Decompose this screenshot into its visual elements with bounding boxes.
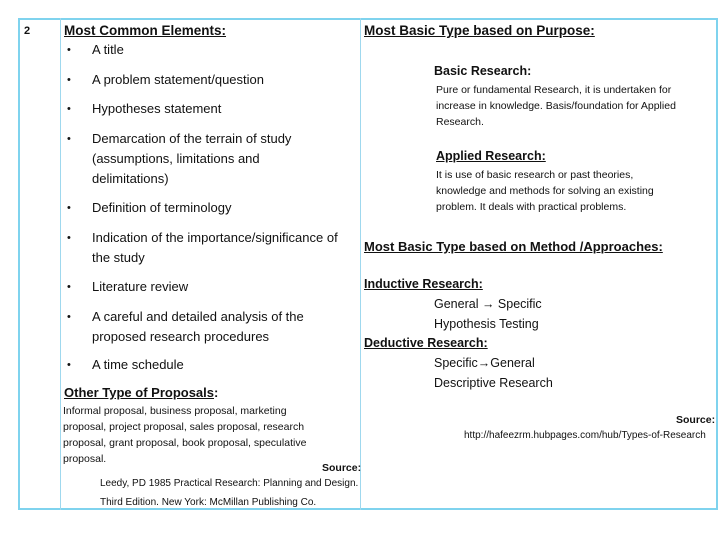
bullet-item-hypotheses: Hypotheses statement — [92, 101, 222, 116]
other-proposals-colon: : — [214, 385, 219, 400]
row-number: 2 — [24, 25, 31, 37]
left-source-line-2: Third Edition. New York: McMillan Publishing Co. — [100, 497, 317, 508]
bullet-item-analysis-2: proposed research procedures — [92, 329, 270, 344]
bullet-item-problem: A problem statement/question — [92, 72, 264, 87]
bullet-item-demarcation-1: Demarcation of the terrain of study — [92, 131, 292, 146]
other-proposals-line-3: proposal, grant proposal, book proposal, speculative — [63, 437, 307, 449]
inductive-line-1: General → Specific — [434, 297, 542, 311]
bullet-icon: • — [67, 232, 71, 244]
method-header: Most Basic Type based on Method /Approaches: — [364, 239, 663, 254]
purpose-header: Most Basic Type based on Purpose: — [364, 23, 595, 38]
inductive-research-title: Inductive Research: — [364, 277, 483, 291]
bullet-item-terminology: Definition of terminology — [92, 200, 232, 215]
other-proposals-header — [64, 385, 218, 400]
other-proposals-line-1: Informal proposal, business proposal, marketing — [63, 405, 287, 417]
applied-research-line-1: It is use of basic research or past theories, — [436, 169, 634, 181]
deductive-research-title: Deductive Research: — [364, 336, 488, 350]
bullet-item-literature: Literature review — [92, 279, 189, 294]
applied-research-line-2: knowledge and methods for solving an existing — [436, 185, 654, 197]
other-proposals-title: Other Type of Proposals — [64, 385, 215, 400]
left-source-label: Source: — [322, 462, 362, 474]
bullet-item-schedule: A time schedule — [92, 357, 184, 372]
basic-research-title: Basic Research: — [434, 64, 532, 78]
column-divider-number — [60, 18, 61, 510]
bullet-icon: • — [67, 74, 71, 86]
bullet-item-demarcation-2: (assumptions, limitations and — [92, 151, 260, 166]
bullet-item-analysis-1: A careful and detailed analysis of the — [92, 309, 304, 324]
bullet-item-title: A title — [92, 42, 124, 57]
inductive-line-2: Hypothesis Testing — [434, 317, 539, 331]
basic-research-line-3: Research. — [436, 116, 484, 128]
bullet-item-importance-1: Indication of the importance/significance of — [92, 230, 338, 245]
applied-research-title: Applied Research: — [436, 149, 546, 163]
bullet-icon: • — [67, 281, 71, 293]
bullet-icon: • — [67, 202, 71, 214]
applied-research-line-3: problem. It deals with practical problems. — [436, 201, 627, 213]
bullet-icon: • — [67, 44, 71, 56]
left-source-line-1: Leedy, PD 1985 Practical Research: Planning and Design. — [100, 478, 359, 489]
deductive-line-2: Descriptive Research — [434, 376, 553, 390]
bullet-icon: • — [67, 103, 71, 115]
common-elements-header: Most Common Elements: — [64, 23, 227, 38]
right-source-url: http://hafeezrm.hubpages.com/hub/Types-of-Research — [464, 430, 706, 441]
basic-research-line-1: Pure or fundamental Research, it is undertaken for — [436, 84, 672, 96]
other-proposals-line-2: proposal, project proposal, sales proposal, research — [63, 421, 305, 433]
bullet-icon: • — [67, 133, 71, 145]
bullet-item-demarcation-3: delimitations) — [92, 171, 169, 186]
deductive-line-1: Specific→General — [434, 356, 535, 370]
other-proposals-line-4: proposal. — [63, 453, 107, 465]
column-divider-middle — [360, 18, 361, 510]
bullet-item-importance-2: the study — [92, 250, 145, 265]
basic-research-line-2: increase in knowledge. Basis/foundation for Applied — [436, 100, 676, 112]
bullet-icon: • — [67, 311, 71, 323]
right-source-label: Source: — [676, 414, 716, 426]
bullet-icon: • — [67, 359, 71, 371]
